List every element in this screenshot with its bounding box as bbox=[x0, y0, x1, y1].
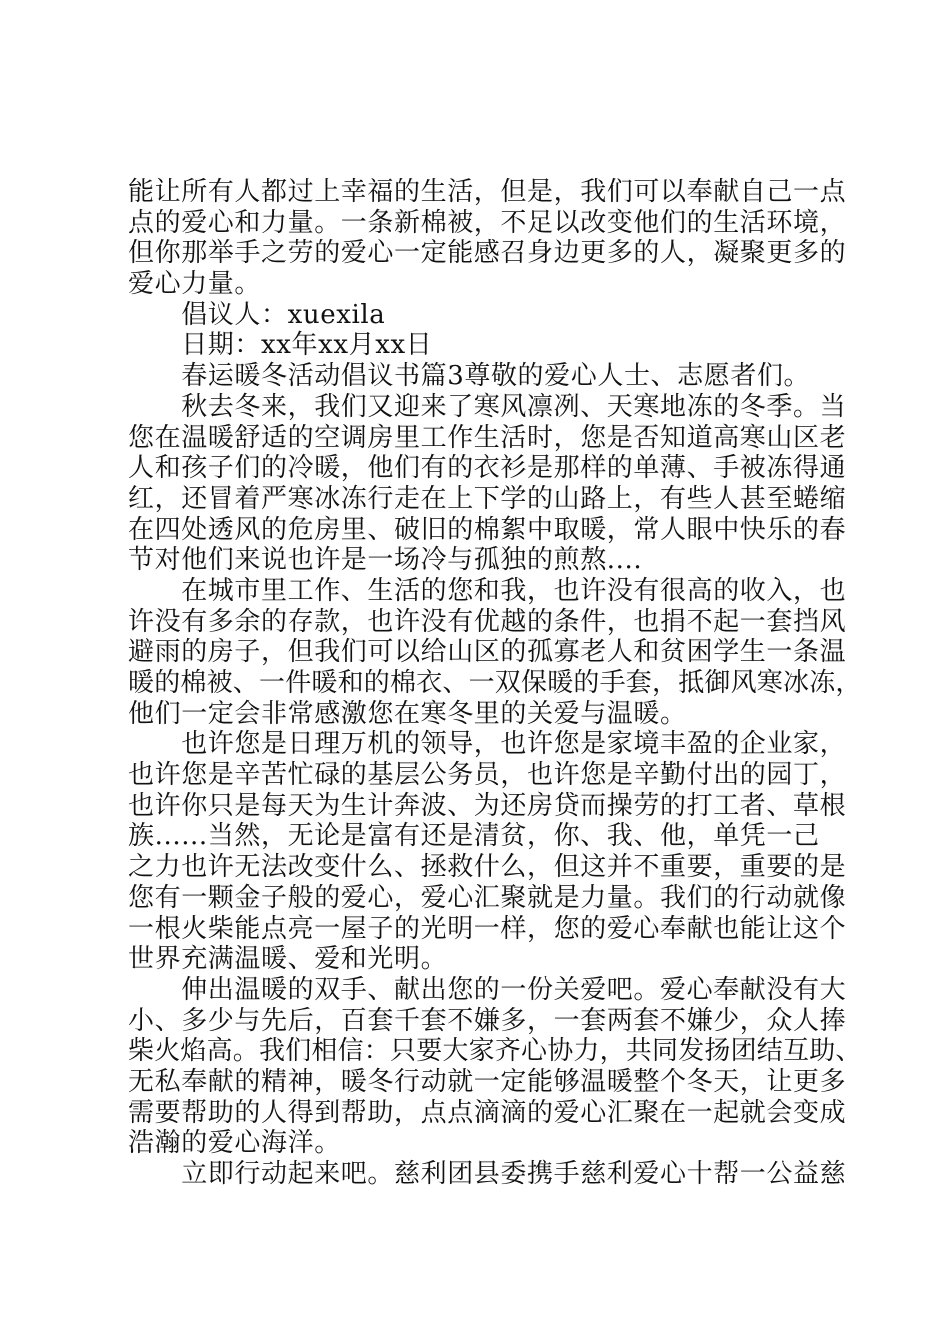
text-line: 需要帮助的人得到帮助，点点滴滴的爱心汇聚在一起就会变成 bbox=[128, 1097, 847, 1128]
text-line: 避雨的房子，但我们可以给山区的孤寡老人和贫困学生一条温 bbox=[128, 637, 847, 668]
text-line: 点的爱心和力量。一条新棉被，不足以改变他们的生活环境， bbox=[128, 207, 847, 238]
text-line: 您有一颗金子般的爱心，爱心汇聚就是力量。我们的行动就像 bbox=[128, 882, 847, 913]
text-line: 无私奉献的精神，暖冬行动就一定能够温暖整个冬天，让更多 bbox=[128, 1066, 847, 1097]
text-line: 爱心力量。 bbox=[128, 269, 262, 300]
text-line: 小、多少与先后，百套千套不嫌多，一套两套不嫌少，众人捧 bbox=[128, 1005, 847, 1036]
text-line: 浩瀚的爱心海洋。 bbox=[128, 1128, 341, 1159]
text-line: 一根火柴能点亮一屋子的光明一样，您的爱心奉献也能让这个 bbox=[128, 913, 847, 944]
text-line: 也许您是日理万机的领导，也许您是家境丰盈的企业家， bbox=[128, 729, 847, 760]
text-line: 之力也许无法改变什么、拯救什么，但这并不重要，重要的是 bbox=[128, 852, 847, 883]
section-heading-line: 春运暖冬活动倡议书篇3尊敬的爱心人士、志愿者们。 bbox=[128, 361, 811, 392]
text-line: 节对他们来说也许是一场冷与孤独的煎熬.... bbox=[128, 545, 643, 576]
text-line: 暖的棉被、一件暖和的棉衣、一双保暖的手套，抵御风寒冰冻， bbox=[128, 668, 862, 698]
text-line: 他们一定会非常感激您在寒冬里的关爱与温暖。 bbox=[128, 698, 687, 729]
text-line: 您在温暖舒适的空调房里工作生活时，您是否知道高寒山区老 bbox=[128, 422, 847, 453]
text-line: 柴火焰高。我们相信：只要大家齐心协力，共同发扬团结互助、 bbox=[128, 1036, 862, 1067]
text-line: 能让所有人都过上幸福的生活，但是，我们可以奉献自己一点 bbox=[128, 177, 847, 207]
text-line: 也许你只是每天为生计奔波、为还房贷而操劳的打工者、草根 bbox=[128, 790, 847, 821]
proposer-line: 倡议人：xuexila bbox=[128, 299, 386, 330]
text-line: 也许您是辛苦忙碌的基层公务员，也许您是辛勤付出的园丁， bbox=[128, 760, 847, 791]
date-line: 日期：xx年xx月xx日 bbox=[128, 330, 433, 361]
text-line: 但你那举手之劳的爱心一定能感召身边更多的人，凝聚更多的 bbox=[128, 238, 847, 269]
text-line: 许没有多余的存款，也许没有优越的条件，也捐不起一套挡风 bbox=[128, 606, 847, 637]
text-line: 秋去冬来，我们又迎来了寒风凛冽、天寒地冻的冬季。当 bbox=[128, 391, 847, 422]
text-line: 立即行动起来吧。慈利团县委携手慈利爱心十帮一公益慈 bbox=[128, 1159, 847, 1189]
document-body bbox=[128, 177, 862, 1190]
text-line: 在四处透风的危房里、破旧的棉絮中取暖，常人眼中快乐的春 bbox=[128, 514, 847, 545]
text-line: 在城市里工作、生活的您和我，也许没有很高的收入，也 bbox=[128, 575, 847, 606]
text-line: 伸出温暖的双手、献出您的一份关爱吧。爱心奉献没有大 bbox=[128, 974, 847, 1005]
text-line: 红，还冒着严寒冰冻行走在上下学的山路上，有些人甚至蜷缩 bbox=[128, 483, 847, 514]
text-line: 人和孩子们的冷暖，他们有的衣衫是那样的单薄、手被冻得通 bbox=[128, 453, 847, 484]
text-line: 世界充满温暖、爱和光明。 bbox=[128, 944, 448, 975]
text-line: 族......当然，无论是富有还是清贫，你、我、他，单凭一己 bbox=[128, 821, 820, 852]
